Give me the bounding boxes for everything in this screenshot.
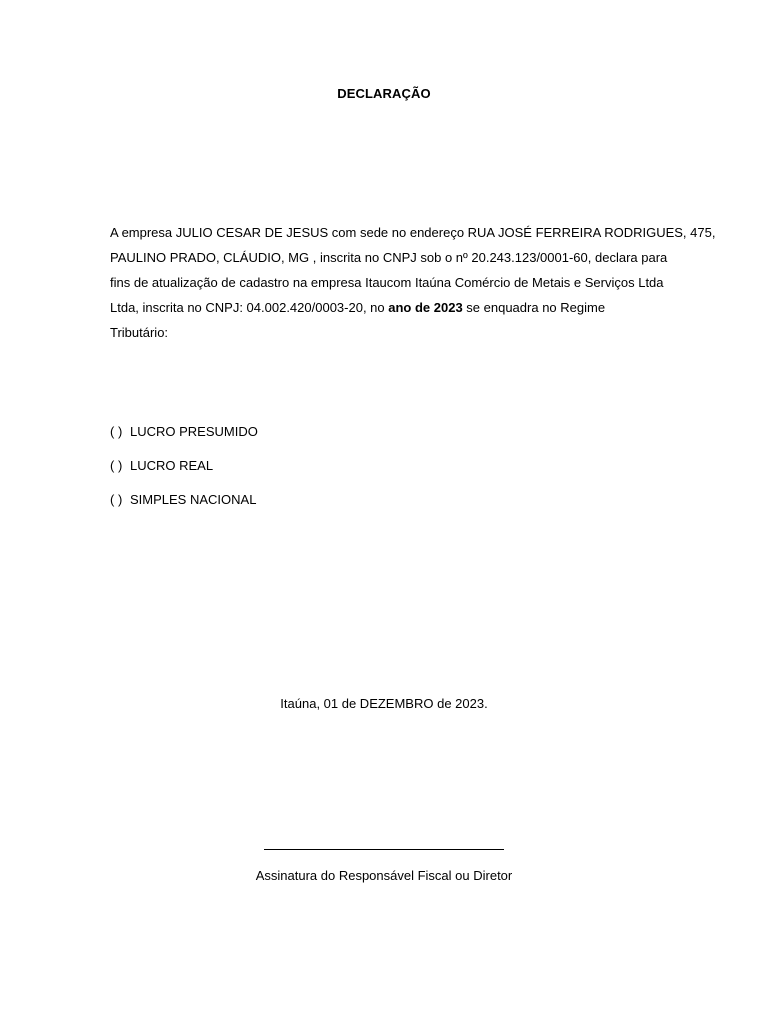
signature-caption: Assinatura do Responsável Fiscal ou Diretor (255, 868, 513, 883)
year-emphasis: ano de 2023 (388, 300, 463, 315)
option-label: SIMPLES NACIONAL (130, 492, 257, 507)
option-checkbox: ( ) (110, 458, 123, 473)
paragraph-text: se enquadra no Regime (462, 300, 606, 315)
tax-regime-options (110, 422, 258, 524)
option-lucro-presumido (110, 422, 258, 456)
declaration-paragraph (110, 220, 716, 345)
paragraph-line: Tributário: (110, 325, 169, 340)
paragraph-text: Ltda, inscrita no CNPJ: 04.002.420/0003-20, no (110, 300, 389, 315)
option-simples-nacional (110, 490, 258, 524)
option-checkbox: ( ) (110, 492, 123, 507)
paragraph-line: PAULINO PRADO, CLÁUDIO, MG , inscrita no CNPJ sob o nº 20.243.123/0001-60, declara para (110, 250, 668, 265)
signature-line (264, 849, 504, 850)
document-title: DECLARAÇÃO (337, 86, 431, 101)
option-label: LUCRO PRESUMIDO (130, 424, 258, 439)
option-lucro-real (110, 456, 258, 490)
option-checkbox: ( ) (110, 424, 123, 439)
paragraph-line: fins de atualização de cadastro na empresa Itaucom Itaúna Comércio de Metais e Serviços Ltda (110, 275, 664, 290)
paragraph-line (110, 295, 670, 320)
paragraph-line: A empresa JULIO CESAR DE JESUS com sede no endereço RUA JOSÉ FERREIRA RODRIGUES, 475, (110, 225, 716, 240)
option-label: LUCRO REAL (130, 458, 214, 473)
document-date: Itaúna, 01 de DEZEMBRO de 2023. (280, 696, 488, 711)
